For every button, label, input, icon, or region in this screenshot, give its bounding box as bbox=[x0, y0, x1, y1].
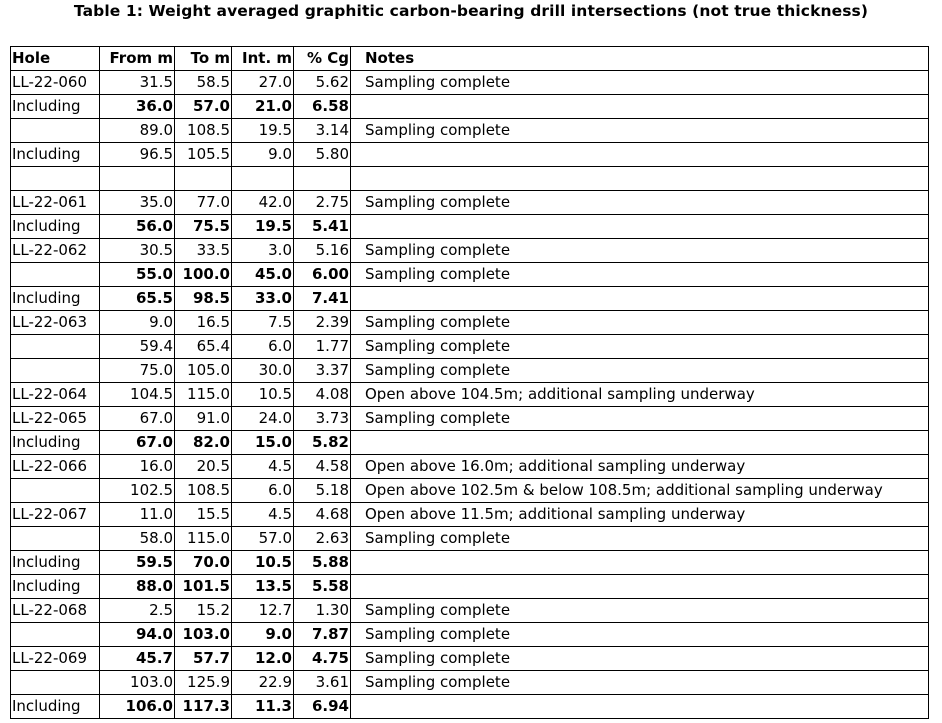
cell-from: 67.0 bbox=[100, 431, 175, 455]
cell-from: 102.5 bbox=[100, 479, 175, 503]
table-row bbox=[11, 503, 929, 527]
cell-cg: 3.14 bbox=[294, 119, 351, 143]
cell-notes bbox=[351, 95, 929, 119]
cell-hole bbox=[11, 671, 100, 695]
table-row bbox=[11, 647, 929, 671]
cell-interval: 19.5 bbox=[232, 215, 294, 239]
cell-cg: 1.77 bbox=[294, 335, 351, 359]
cell-to: 58.5 bbox=[175, 71, 232, 95]
cell-notes: Sampling complete bbox=[351, 407, 929, 431]
cell-cg: 2.63 bbox=[294, 527, 351, 551]
cell-to: 103.0 bbox=[175, 623, 232, 647]
table-row bbox=[11, 359, 929, 383]
cell-cg: 4.75 bbox=[294, 647, 351, 671]
cell-from: 58.0 bbox=[100, 527, 175, 551]
cell-interval: 12.0 bbox=[232, 647, 294, 671]
table-row bbox=[11, 599, 929, 623]
cell-interval: 21.0 bbox=[232, 95, 294, 119]
cell-cg: 5.82 bbox=[294, 431, 351, 455]
cell-notes: Sampling complete bbox=[351, 527, 929, 551]
table-row bbox=[11, 335, 929, 359]
cell-cg: 5.88 bbox=[294, 551, 351, 575]
cell-cg: 5.16 bbox=[294, 239, 351, 263]
table-row bbox=[11, 215, 929, 239]
cell-notes bbox=[351, 695, 929, 719]
header-hole: Hole bbox=[11, 47, 100, 71]
cell-interval: 3.0 bbox=[232, 239, 294, 263]
cell-interval: 24.0 bbox=[232, 407, 294, 431]
cell-hole bbox=[11, 527, 100, 551]
cell-hole: LL-22-064 bbox=[11, 383, 100, 407]
cell-hole bbox=[11, 263, 100, 287]
cell-to: 70.0 bbox=[175, 551, 232, 575]
header-to: To m bbox=[175, 47, 232, 71]
cell-notes bbox=[351, 431, 929, 455]
cell-from: 104.5 bbox=[100, 383, 175, 407]
cell-hole: Including bbox=[11, 143, 100, 167]
table-row bbox=[11, 695, 929, 719]
cell-interval: 9.0 bbox=[232, 623, 294, 647]
cell-notes: Sampling complete bbox=[351, 239, 929, 263]
cell-hole: Including bbox=[11, 287, 100, 311]
cell-hole: Including bbox=[11, 431, 100, 455]
cell-cg: 4.08 bbox=[294, 383, 351, 407]
table-row bbox=[11, 407, 929, 431]
cell-notes: Sampling complete bbox=[351, 671, 929, 695]
cell-from: 59.5 bbox=[100, 551, 175, 575]
cell-notes: Sampling complete bbox=[351, 263, 929, 287]
cell-to: 20.5 bbox=[175, 455, 232, 479]
cell-to: 117.3 bbox=[175, 695, 232, 719]
cell-to: 125.9 bbox=[175, 671, 232, 695]
table-row bbox=[11, 95, 929, 119]
header-cg: % Cg bbox=[294, 47, 351, 71]
cell-to: 77.0 bbox=[175, 191, 232, 215]
cell-hole: LL-22-065 bbox=[11, 407, 100, 431]
cell-cg: 4.68 bbox=[294, 503, 351, 527]
cell-cg: 5.18 bbox=[294, 479, 351, 503]
table-row bbox=[11, 455, 929, 479]
cell-notes: Open above 11.5m; additional sampling underway bbox=[351, 503, 929, 527]
cell-from: 2.5 bbox=[100, 599, 175, 623]
cell-from: 56.0 bbox=[100, 215, 175, 239]
cell-interval: 10.5 bbox=[232, 383, 294, 407]
cell-cg: 2.39 bbox=[294, 311, 351, 335]
cell-cg: 4.58 bbox=[294, 455, 351, 479]
cell-from: 45.7 bbox=[100, 647, 175, 671]
table-row bbox=[11, 239, 929, 263]
cell-notes: Open above 16.0m; additional sampling underway bbox=[351, 455, 929, 479]
cell-to: 57.7 bbox=[175, 647, 232, 671]
cell-notes bbox=[351, 551, 929, 575]
cell-cg: 1.30 bbox=[294, 599, 351, 623]
cell-interval: 33.0 bbox=[232, 287, 294, 311]
cell-hole bbox=[11, 167, 100, 191]
cell-from: 106.0 bbox=[100, 695, 175, 719]
cell-interval: 27.0 bbox=[232, 71, 294, 95]
table-row bbox=[11, 479, 929, 503]
cell-notes: Sampling complete bbox=[351, 359, 929, 383]
cell-to: 98.5 bbox=[175, 287, 232, 311]
drill-intersections-table bbox=[10, 46, 929, 719]
cell-notes: Sampling complete bbox=[351, 335, 929, 359]
cell-cg: 7.87 bbox=[294, 623, 351, 647]
cell-cg: 3.73 bbox=[294, 407, 351, 431]
cell-from: 65.5 bbox=[100, 287, 175, 311]
cell-interval: 4.5 bbox=[232, 503, 294, 527]
cell-from: 94.0 bbox=[100, 623, 175, 647]
cell-to bbox=[175, 167, 232, 191]
cell-hole: Including bbox=[11, 551, 100, 575]
table-title: Table 1: Weight averaged graphitic carbon-bearing drill intersections (not true thickness) bbox=[73, 2, 869, 20]
cell-to: 105.0 bbox=[175, 359, 232, 383]
cell-hole bbox=[11, 119, 100, 143]
cell-hole: LL-22-067 bbox=[11, 503, 100, 527]
cell-interval: 10.5 bbox=[232, 551, 294, 575]
cell-from: 30.5 bbox=[100, 239, 175, 263]
cell-from: 96.5 bbox=[100, 143, 175, 167]
header-from: From m bbox=[100, 47, 175, 71]
cell-from: 36.0 bbox=[100, 95, 175, 119]
table-row bbox=[11, 287, 929, 311]
cell-notes bbox=[351, 575, 929, 599]
cell-cg: 5.62 bbox=[294, 71, 351, 95]
cell-cg: 5.58 bbox=[294, 575, 351, 599]
cell-cg: 7.41 bbox=[294, 287, 351, 311]
table-row bbox=[11, 71, 929, 95]
cell-hole: LL-22-068 bbox=[11, 599, 100, 623]
table-row bbox=[11, 167, 929, 191]
header-interval: Int. m bbox=[232, 47, 294, 71]
cell-notes: Open above 104.5m; additional sampling underway bbox=[351, 383, 929, 407]
cell-interval: 57.0 bbox=[232, 527, 294, 551]
cell-interval: 12.7 bbox=[232, 599, 294, 623]
cell-interval: 22.9 bbox=[232, 671, 294, 695]
table-row bbox=[11, 263, 929, 287]
cell-notes: Sampling complete bbox=[351, 623, 929, 647]
cell-hole: LL-22-060 bbox=[11, 71, 100, 95]
cell-interval: 6.0 bbox=[232, 479, 294, 503]
cell-to: 100.0 bbox=[175, 263, 232, 287]
cell-interval: 9.0 bbox=[232, 143, 294, 167]
cell-hole bbox=[11, 335, 100, 359]
table-row bbox=[11, 143, 929, 167]
cell-to: 82.0 bbox=[175, 431, 232, 455]
cell-hole: LL-22-066 bbox=[11, 455, 100, 479]
table-row bbox=[11, 575, 929, 599]
cell-from: 88.0 bbox=[100, 575, 175, 599]
cell-to: 65.4 bbox=[175, 335, 232, 359]
cell-interval: 19.5 bbox=[232, 119, 294, 143]
cell-hole: Including bbox=[11, 695, 100, 719]
table-row bbox=[11, 671, 929, 695]
header-row bbox=[11, 47, 929, 71]
cell-from: 75.0 bbox=[100, 359, 175, 383]
cell-interval: 4.5 bbox=[232, 455, 294, 479]
cell-hole: Including bbox=[11, 575, 100, 599]
cell-from: 9.0 bbox=[100, 311, 175, 335]
cell-notes: Sampling complete bbox=[351, 599, 929, 623]
table-row bbox=[11, 431, 929, 455]
table-row bbox=[11, 383, 929, 407]
table-body bbox=[11, 71, 929, 719]
cell-from: 35.0 bbox=[100, 191, 175, 215]
cell-from: 16.0 bbox=[100, 455, 175, 479]
cell-from: 11.0 bbox=[100, 503, 175, 527]
table-row bbox=[11, 623, 929, 647]
cell-interval: 13.5 bbox=[232, 575, 294, 599]
cell-cg: 3.61 bbox=[294, 671, 351, 695]
table-row bbox=[11, 119, 929, 143]
cell-interval: 45.0 bbox=[232, 263, 294, 287]
cell-notes: Sampling complete bbox=[351, 119, 929, 143]
cell-cg: 6.58 bbox=[294, 95, 351, 119]
cell-notes: Sampling complete bbox=[351, 191, 929, 215]
table-row bbox=[11, 551, 929, 575]
cell-hole: LL-22-069 bbox=[11, 647, 100, 671]
cell-interval: 30.0 bbox=[232, 359, 294, 383]
table-row bbox=[11, 191, 929, 215]
cell-notes bbox=[351, 167, 929, 191]
cell-hole: LL-22-062 bbox=[11, 239, 100, 263]
cell-to: 101.5 bbox=[175, 575, 232, 599]
cell-to: 115.0 bbox=[175, 383, 232, 407]
cell-hole: LL-22-061 bbox=[11, 191, 100, 215]
cell-notes: Sampling complete bbox=[351, 71, 929, 95]
cell-hole: LL-22-063 bbox=[11, 311, 100, 335]
cell-to: 16.5 bbox=[175, 311, 232, 335]
cell-to: 115.0 bbox=[175, 527, 232, 551]
cell-notes bbox=[351, 143, 929, 167]
cell-notes: Open above 102.5m & below 108.5m; additional sampling underway bbox=[351, 479, 929, 503]
cell-hole bbox=[11, 479, 100, 503]
cell-to: 57.0 bbox=[175, 95, 232, 119]
cell-notes: Sampling complete bbox=[351, 311, 929, 335]
cell-to: 105.5 bbox=[175, 143, 232, 167]
cell-to: 91.0 bbox=[175, 407, 232, 431]
cell-to: 108.5 bbox=[175, 119, 232, 143]
cell-hole: Including bbox=[11, 215, 100, 239]
cell-interval: 15.0 bbox=[232, 431, 294, 455]
cell-notes: Sampling complete bbox=[351, 647, 929, 671]
cell-cg: 5.41 bbox=[294, 215, 351, 239]
cell-cg: 3.37 bbox=[294, 359, 351, 383]
cell-notes bbox=[351, 287, 929, 311]
cell-from: 89.0 bbox=[100, 119, 175, 143]
cell-cg: 6.94 bbox=[294, 695, 351, 719]
cell-interval: 6.0 bbox=[232, 335, 294, 359]
header-notes: Notes bbox=[351, 47, 929, 71]
cell-interval: 11.3 bbox=[232, 695, 294, 719]
cell-hole: Including bbox=[11, 95, 100, 119]
cell-from bbox=[100, 167, 175, 191]
cell-cg: 5.80 bbox=[294, 143, 351, 167]
cell-interval: 7.5 bbox=[232, 311, 294, 335]
cell-to: 33.5 bbox=[175, 239, 232, 263]
cell-from: 55.0 bbox=[100, 263, 175, 287]
cell-to: 15.2 bbox=[175, 599, 232, 623]
cell-from: 103.0 bbox=[100, 671, 175, 695]
cell-hole bbox=[11, 623, 100, 647]
cell-cg: 2.75 bbox=[294, 191, 351, 215]
cell-notes bbox=[351, 215, 929, 239]
table-row bbox=[11, 527, 929, 551]
cell-cg bbox=[294, 167, 351, 191]
cell-interval: 42.0 bbox=[232, 191, 294, 215]
cell-from: 31.5 bbox=[100, 71, 175, 95]
cell-interval bbox=[232, 167, 294, 191]
cell-cg: 6.00 bbox=[294, 263, 351, 287]
cell-from: 67.0 bbox=[100, 407, 175, 431]
cell-to: 15.5 bbox=[175, 503, 232, 527]
cell-from: 59.4 bbox=[100, 335, 175, 359]
cell-hole bbox=[11, 359, 100, 383]
table-row bbox=[11, 311, 929, 335]
cell-to: 108.5 bbox=[175, 479, 232, 503]
cell-to: 75.5 bbox=[175, 215, 232, 239]
